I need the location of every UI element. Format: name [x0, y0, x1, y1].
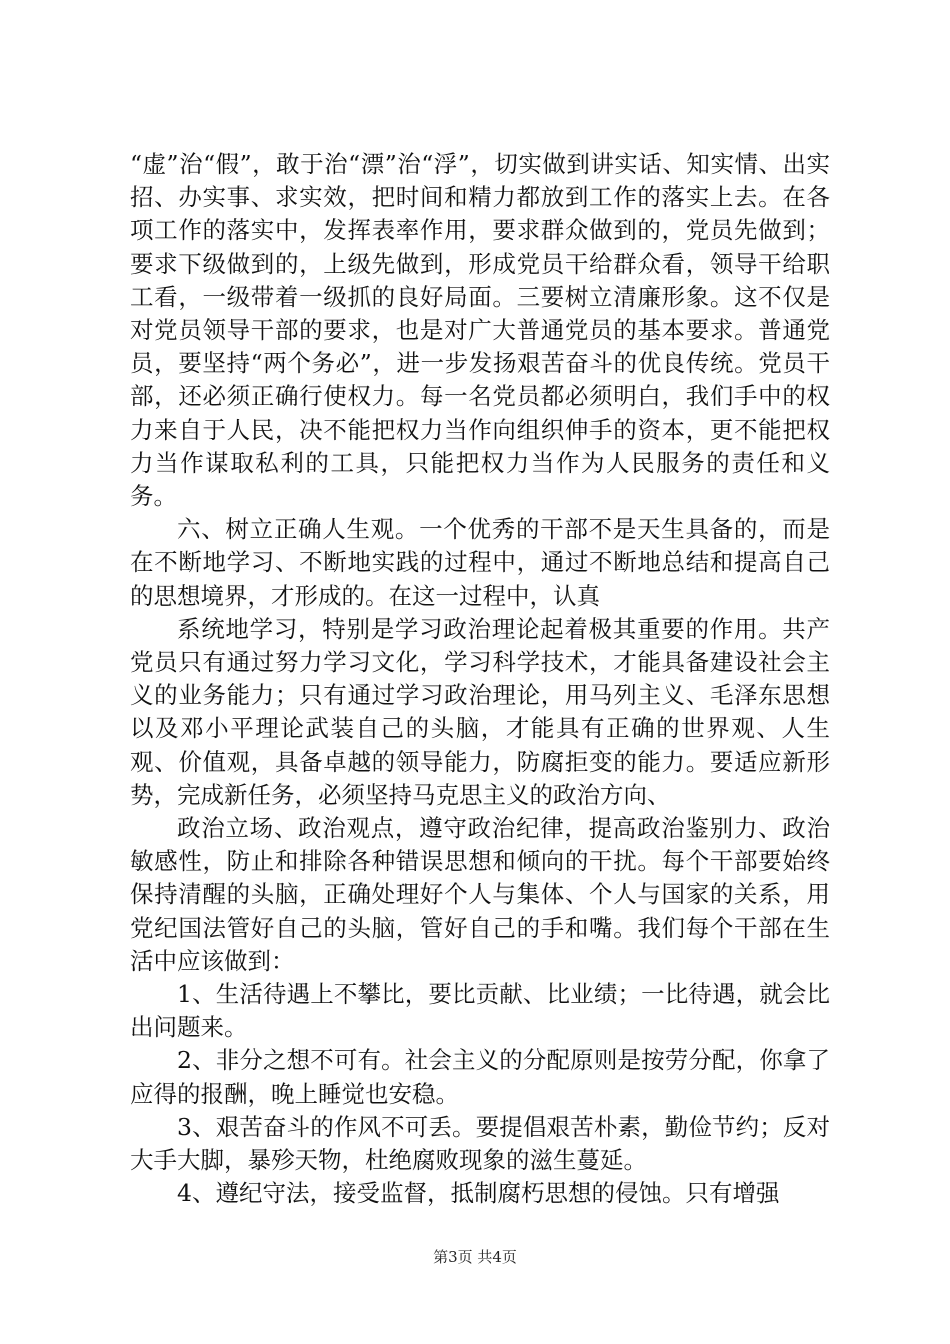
list-item: 1、生活待遇上不攀比，要比贡献、比业绩；一比待遇，就会比出问题来。 [130, 980, 830, 1042]
document-body [130, 148, 830, 1211]
paragraph: 政治立场、政治观点，遵守政治纪律，提高政治鉴别力、政治敏感性，防止和排除各种错误思想和倾向的干扰。每个干部要始终保持清醒的头脑，正确处理好个人与集体、个人与国家的关系，用党纪国法管好自己的头脑，管好自己的手和嘴。我们每个干部在生活中应该做到： [130, 814, 830, 975]
paragraph: 六、树立正确人生观。一个优秀的干部不是天生具备的，而是在不断地学习、不断地实践的过程中，通过不断地总结和提高自己的思想境界，才形成的。在这一过程中，认真 [130, 515, 830, 610]
list-item: 3、艰苦奋斗的作风不可丢。要提倡艰苦朴素，勤俭节约；反对大手大脚，暴殄天物，杜绝腐败现象的滋生蔓延。 [130, 1112, 830, 1175]
list-item: 2、非分之想不可有。社会主义的分配原则是按劳分配，你拿了应得的报酬，晚上睡觉也安稳。 [130, 1046, 830, 1108]
page-number-footer: 第3页 共4页 [433, 1248, 517, 1266]
paragraph: 系统地学习，特别是学习政治理论起着极其重要的作用。共产党员只有通过努力学习文化，学习科学技术，才能具备建设社会主义的业务能力；只有通过学习政治理论，用马列主义、毛泽东思想以及邓小平理论武装自己的头脑，才能具有正确的世界观、人生观、价值观，具备卓越的领导能力，防腐拒变的能力。要适应新形势，完成新任务，必须坚持马克思主义的政治方向、 [130, 614, 830, 809]
paragraph: “虚”治“假”，敢于治“漂”治“浮”，切实做到讲实话、知实情、出实招、办实事、求实效，把时间和精力都放到工作的落实上去。在各项工作的落实中，发挥表率作用，要求群众做到的，党员先做到；要求下级做到的，上级先做到，形成党员干给群众看，领导干给职工看，一级带着一级抓的良好局面。三要树立清廉形象。这不仅是对党员领导干部的要求，也是对广大普通党员的基本要求。普通党员，要坚持“两个务必”，进一步发扬艰苦奋斗的优良传统。党员干部，还必须正确行使权力。每一名党员都必须明白，我们手中的权力来自于人民，决不能把权力当作向组织伸手的资本，更不能把权力当作谋取私利的工具，只能把权力当作为人民服务的责任和义务。 [130, 150, 830, 511]
list-item: 4、遵纪守法，接受监督，抵制腐朽思想的侵蚀。只有增强 [177, 1179, 780, 1208]
